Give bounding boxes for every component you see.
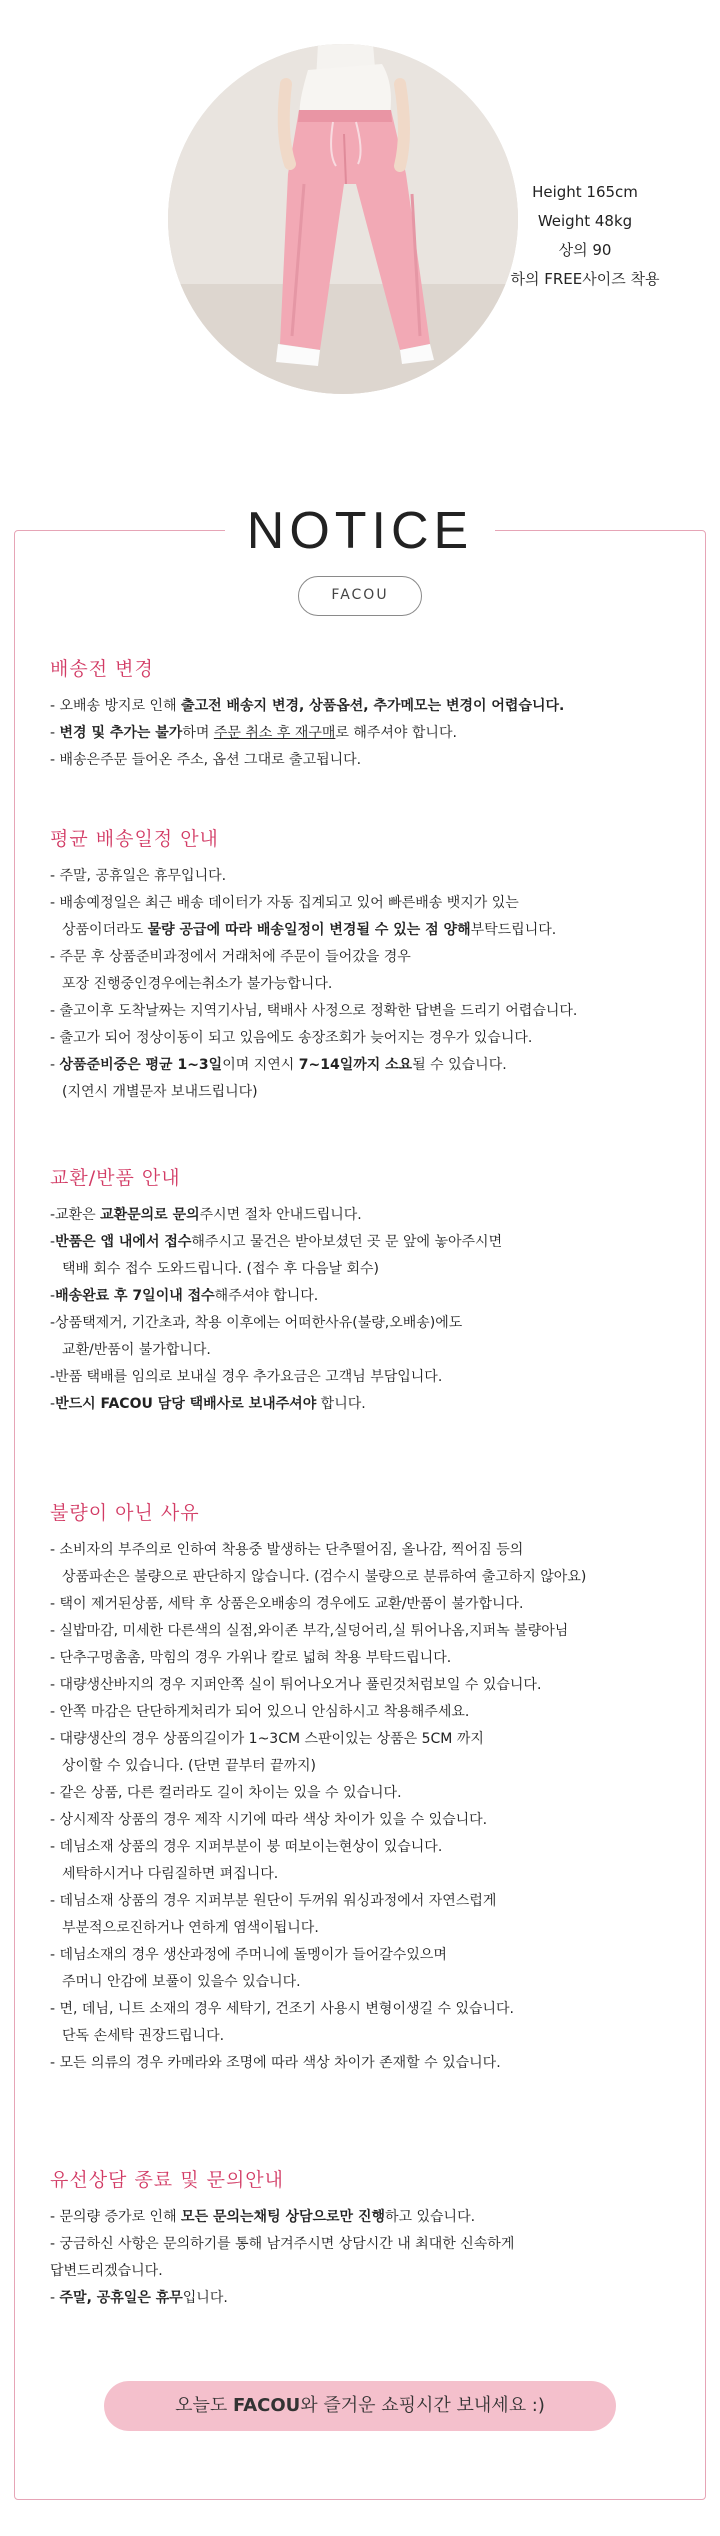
notice-line: - 데님소재 상품의 경우 지퍼부분 원단이 두꺼워 워싱과정에서 자연스럽게 — [50, 1893, 497, 1909]
notice-line: -반드시 FACOU 담당 택배사로 보내주셔야 합니다. — [50, 1396, 366, 1412]
notice-title-text: NOTICE — [225, 494, 495, 568]
notice-line: - 데님소재의 경우 생산과정에 주머니에 돌멩이가 들어갈수있으며 — [50, 1947, 447, 1963]
section-heading: 배송전 변경 — [50, 658, 154, 680]
notice-line: 단독 손세탁 권장드립니다. — [62, 2028, 225, 2044]
section-shipping-schedule — [50, 824, 690, 1106]
notice-line: - 같은 상품, 다른 컬러라도 길이 차이는 있을 수 있습니다. — [50, 1785, 402, 1801]
section-heading: 평균 배송일정 안내 — [50, 828, 219, 850]
notice-line: - 배송은주문 들어온 주소, 옵션 그대로 출고됩니다. — [50, 752, 362, 768]
notice-line: 주머니 안감에 보풀이 있을수 있습니다. — [62, 1974, 301, 1990]
model-height: Height 165cm — [532, 183, 638, 201]
notice-line: -반품 택배를 임의로 보내실 경우 추가요금은 고객님 부담입니다. — [50, 1369, 443, 1385]
model-photo — [168, 44, 518, 394]
section-heading: 불량이 아닌 사유 — [50, 1502, 200, 1524]
footer-brand: FACOU — [232, 2395, 301, 2416]
notice-line: (지연시 개별문자 보내드립니다) — [62, 1084, 258, 1100]
notice-line: - 면, 데님, 니트 소재의 경우 세탁기, 건조기 사용시 변형이생길 수 있습니다. — [50, 2001, 514, 2017]
notice-line: - 상품준비중은 평균 1~3일이며 지연시 7~14일까지 소요될 수 있습니다. — [50, 1057, 507, 1073]
section-exchange-return — [50, 1163, 690, 1418]
notice-line: - 데님소재 상품의 경우 지퍼부분이 붕 떠보이는현상이 있습니다. — [50, 1839, 443, 1855]
notice-line: - 안쪽 마감은 단단하게처리가 되어 있으니 안심하시고 착용해주세요. — [50, 1704, 470, 1720]
model-weight: Weight 48kg — [537, 212, 633, 230]
notice-line: - 출고가 되어 정상이동이 되고 있음에도 송장조회가 늦어지는 경우가 있습니다. — [50, 1030, 533, 1046]
notice-line: - 소비자의 부주의로 인하여 착용중 발생하는 단추떨어짐, 올나감, 찍어짐 등의 — [50, 1542, 524, 1558]
notice-line: - 배송예정일은 최근 배송 데이터가 자동 집계되고 있어 빠른배송 뱃지가 있는 — [50, 895, 519, 911]
notice-line: 교환/반품이 불가합니다. — [62, 1342, 211, 1358]
notice-line: 택배 회수 접수 도와드립니다. (접수 후 다음날 회수) — [62, 1261, 380, 1277]
notice-line: 세탁하시거나 다림질하면 펴집니다. — [62, 1866, 279, 1882]
footer-banner: 오늘도 FACOU와 즐거운 쇼핑시간 보내세요 :) — [104, 2381, 616, 2431]
model-top-size: 상의 90 — [558, 241, 612, 259]
notice-line: 상품이더라도 물량 공급에 따라 배송일정이 변경될 수 있는 점 양해부탁드립니다. — [62, 922, 557, 938]
section-inquiry — [50, 2165, 690, 2312]
notice-line: - 대량생산바지의 경우 지퍼안쪽 실이 튀어나오거나 풀린것처럼보일 수 있습니다. — [50, 1677, 542, 1693]
model-bottom-size: 하의 FREE사이즈 착용 — [510, 270, 660, 288]
notice-line: 상이할 수 있습니다. (단면 끝부터 끝까지) — [62, 1758, 317, 1774]
model-size-info — [500, 178, 670, 294]
section-non-defect-reasons — [50, 1498, 690, 2077]
notice-line: - 주말, 공휴일은 휴무입니다. — [50, 2290, 228, 2306]
model-header — [0, 0, 720, 430]
notice-line: - 출고이후 도착날짜는 지역기사님, 택배사 사정으로 정확한 답변을 드리기 어렵습니다. — [50, 1003, 578, 1019]
model-illustration — [168, 44, 518, 394]
notice-line: - 단추구멍촘촘, 막힘의 경우 가위나 칼로 넓혀 착용 부탁드립니다. — [50, 1650, 452, 1666]
notice-line: - 택이 제거된상품, 세탁 후 상품은오배송의 경우에도 교환/반품이 불가합니다. — [50, 1596, 524, 1612]
notice-title — [0, 494, 720, 568]
notice-line: - 궁금하신 사항은 문의하기를 통해 남겨주시면 상담시간 내 최대한 신속하게 — [50, 2236, 515, 2252]
notice-line: -반품은 앱 내에서 접수해주시고 물건은 받아보셨던 곳 문 앞에 놓아주시면 — [50, 1234, 503, 1250]
notice-line: -상품택제거, 기간초과, 착용 이후에는 어떠한사유(불량,오배송)에도 — [50, 1315, 463, 1331]
notice-line: 답변드리겠습니다. — [50, 2263, 163, 2279]
notice-line: - 상시제작 상품의 경우 제작 시기에 따라 색상 차이가 있을 수 있습니다. — [50, 1812, 488, 1828]
notice-line: - 대량생산의 경우 상품의길이가 1~3CM 스판이있는 상품은 5CM 까지 — [50, 1731, 484, 1747]
notice-line: - 주문 후 상품준비과정에서 거래처에 주문이 들어갔을 경우 — [50, 949, 411, 965]
section-heading: 교환/반품 안내 — [50, 1167, 181, 1189]
notice-line: - 모든 의류의 경우 카메라와 조명에 따라 색상 차이가 존재할 수 있습니다. — [50, 2055, 501, 2071]
notice-line: 상품파손은 불량으로 판단하지 않습니다. (검수시 불량으로 분류하여 출고하지 않아요) — [62, 1569, 587, 1585]
notice-line: 포장 진행중인경우에는취소가 불가능합니다. — [62, 976, 333, 992]
notice-line: - 실밥마감, 미세한 다른색의 실점,와이존 부각,실덩어리,실 튀어나옴,지퍼녹 불량아님 — [50, 1623, 569, 1639]
notice-line: - 문의량 증가로 인해 모든 문의는채팅 상담으로만 진행하고 있습니다. — [50, 2209, 476, 2225]
notice-line: - 오배송 방지로 인해 출고전 배송지 변경, 상품옵션, 추가메모는 변경이 어렵습니다. — [50, 698, 565, 714]
notice-line: 부분적으로진하거나 연하게 염색이됩니다. — [62, 1920, 319, 1936]
brand-badge: FACOU — [298, 576, 422, 616]
notice-line: -배송완료 후 7일이내 접수해주셔야 합니다. — [50, 1288, 319, 1304]
notice-line: - 변경 및 추가는 불가하며 주문 취소 후 재구매로 해주셔야 합니다. — [50, 725, 457, 741]
section-pre-shipping-change — [50, 654, 690, 774]
notice-line: -교환은 교환문의로 문의주시면 절차 안내드립니다. — [50, 1207, 362, 1223]
section-heading: 유선상담 종료 및 문의안내 — [50, 2169, 285, 2191]
notice-line: - 주말, 공휴일은 휴무입니다. — [50, 868, 227, 884]
